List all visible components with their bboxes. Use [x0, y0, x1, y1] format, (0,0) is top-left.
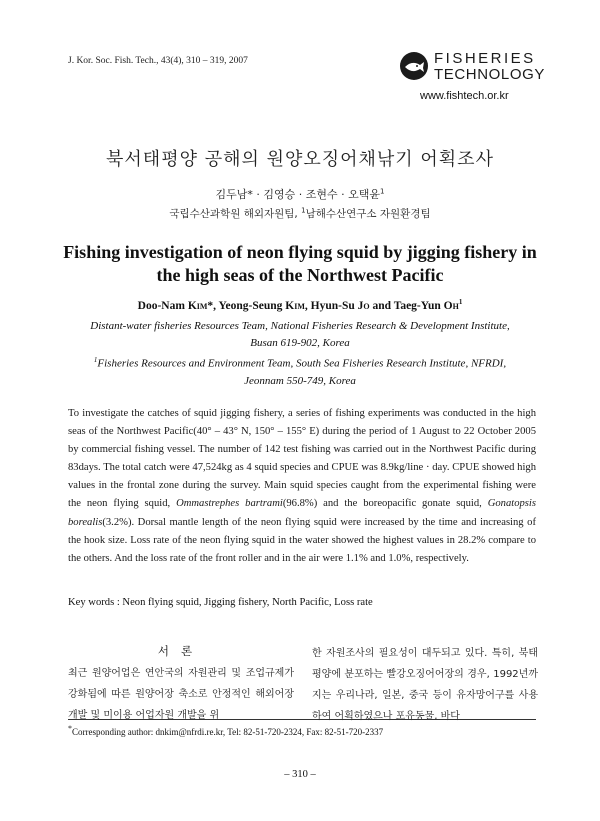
footnote-divider — [68, 719, 536, 720]
journal-citation: J. Kor. Soc. Fish. Tech., 43(4), 310 – 319, 2007 — [68, 56, 248, 66]
keywords: Key words : Neon flying squid, Jigging fishery, North Pacific, Loss rate — [68, 597, 373, 608]
page-number: – 310 – — [284, 769, 316, 780]
journal-logo — [400, 50, 546, 88]
body-left-column — [68, 643, 294, 726]
journal-website[interactable]: www.fishtech.or.kr — [420, 90, 509, 102]
affiliation-1: Distant-water fisheries Resources Team, National Fisheries Research & Development Institute, Busan 619-902, Korea — [90, 320, 510, 349]
abstract: To investigate the catches of squid jigging fishery, a series of fishing experiments was conducted in the high seas of the Northwest Pacific(40° – 43° N, 150° – 155° E) during the period of 1 August to 22 October 2005 by commercial fishing vessel. The number of 142 test fishing was carried out in the Northwest Pacific during 83days. The total catch were 47,524kg as 4 squid species and CPUE was 8.9kg/line · day. CPUE showed high values in the frontal zone during the survey. Main squid species caught from the experimental fishing were the neon flying squid, Ommastrephes bartrami(96.8%) and the boreopacific gonate squid, Gonatopsis borealis(3.2%). Dorsal mantle length of the neon flying squid were increased by the time and increasing of the hook size. Loss rate of the neon flying squid in the water showed the highest values in 28.2% compare to the others. And the loss rate of the front roller and in the air were 1.1% and 1.0%, respectively. — [68, 408, 536, 564]
korean-authors: 김두남* · 김영승 · 조현수 · 오택윤$^1$ — [215, 187, 385, 201]
body-text-left: 최근 원양어업은 연안국의 자원관리 및 조업규제가 강화됨에 따른 원양어장 축소로 안정적인 해외어장 개발 및 미이용 어업자원 개발을 위 — [68, 668, 294, 721]
korean-title: 북서태평양 공해의 원양오징어채낚기 어획조사 — [106, 149, 494, 170]
journal-name-line2: TECHNOLOGY — [434, 66, 546, 83]
korean-affiliation: 국립수산과학원 해외자원팀, $^1$남해수산연구소 자원환경팀 — [169, 206, 431, 220]
english-title: Fishing investigation of neon flying squid by jigging fishery in the high seas of the Northwest Pacific — [63, 242, 537, 285]
section-heading-introduction: 서론 — [157, 644, 205, 658]
journal-name-line1: FISHERIES — [434, 50, 536, 67]
fish-logo-icon — [400, 52, 428, 80]
affiliation-2: $^1$Fisheries Resources and Environment Team, South Sea Fisheries Research Institute, NFRDI, Jeonnam 550-749, Korea — [93, 356, 507, 387]
english-authors: Doo-Nam Kim*, Yeong-Seung Kim, Hyun-Su Jo and Taeg-Yun Oh$^1$ — [137, 298, 463, 312]
body-text-right: 한 자원조사의 필요성이 대두되고 있다. 특히, 북태평양에 분포하는 빨강오징어어장의 경우, 1992년까지는 우리나라, 일본, 중국 등이 유자망어구를 사용하여 어획하였으나 포유동물, 바다 — [312, 648, 538, 722]
corresponding-author-footnote: *Corresponding author: dnkim@nfrdi.re.kr, Tel: 82-51-720-2324, Fax: 82-51-720-2337 — [68, 724, 384, 737]
body-right-column — [312, 643, 538, 727]
